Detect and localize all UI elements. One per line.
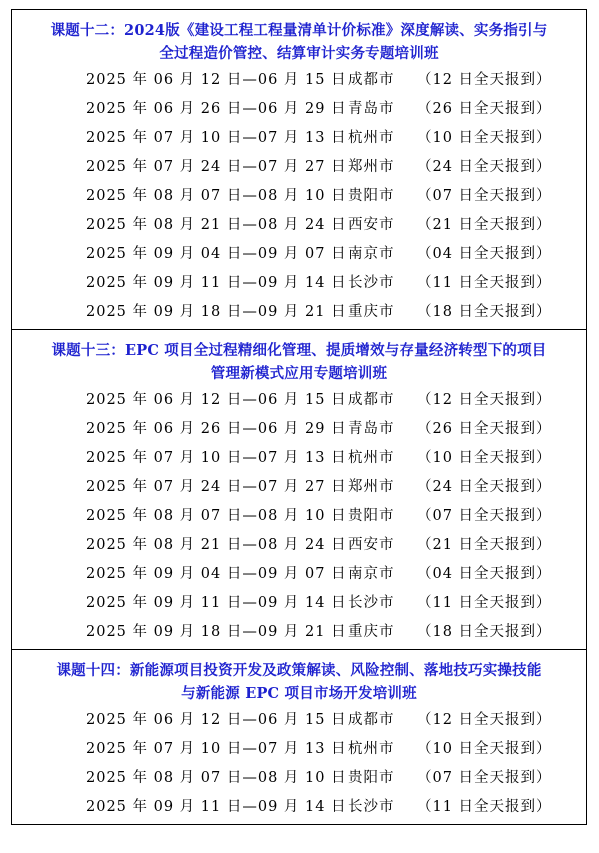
checkin-note: （04 日全天报到）: [417, 566, 552, 582]
schedule-row: [12, 735, 586, 764]
schedule-city: 成都市: [348, 712, 395, 728]
schedule-city: 成都市: [348, 72, 395, 88]
schedule-rows: [12, 386, 586, 649]
schedule-row: [12, 182, 586, 211]
checkin-note: （10 日全天报到）: [417, 450, 552, 466]
schedule-row: [12, 240, 586, 269]
course-section: [11, 649, 587, 825]
schedule-date: 2025 年 06 月 12 日—06 月 15 日: [86, 72, 347, 88]
schedule-city: 青岛市: [348, 421, 395, 437]
schedule-date: 2025 年 07 月 10 日—07 月 13 日: [86, 741, 347, 757]
schedule-row: [12, 706, 586, 735]
schedule-date: 2025 年 08 月 21 日—08 月 24 日: [86, 217, 347, 233]
checkin-note: （10 日全天报到）: [417, 741, 552, 757]
checkin-note: （24 日全天报到）: [417, 159, 552, 175]
schedule-row: [12, 386, 586, 415]
schedule-rows: [12, 706, 586, 824]
checkin-note: （18 日全天报到）: [417, 304, 552, 320]
schedule-row: [12, 589, 586, 618]
course-title-line: 课题十三：EPC 项目全过程精细化管理、提质增效与存量经济转型下的项目: [51, 342, 547, 359]
schedule-date: 2025 年 09 月 11 日—09 月 14 日: [86, 595, 347, 611]
checkin-note: （07 日全天报到）: [417, 188, 552, 204]
schedule-row: [12, 415, 586, 444]
schedule-city: 杭州市: [348, 130, 395, 146]
schedule-city: 重庆市: [348, 304, 395, 320]
checkin-note: （11 日全天报到）: [417, 275, 552, 291]
schedule-city: 长沙市: [348, 275, 395, 291]
schedule-row: [12, 124, 586, 153]
schedule-date: 2025 年 09 月 04 日—09 月 07 日: [86, 566, 347, 582]
schedule-date: 2025 年 07 月 24 日—07 月 27 日: [86, 479, 347, 495]
course-title-line: 课题十四：新能源项目投资开发及政策解读、风险控制、落地技巧实操技能: [56, 662, 542, 679]
checkin-note: （07 日全天报到）: [417, 770, 552, 786]
schedule-date: 2025 年 09 月 18 日—09 月 21 日: [86, 304, 347, 320]
schedule-date: 2025 年 09 月 11 日—09 月 14 日: [86, 275, 347, 291]
schedule-row: [12, 618, 586, 647]
schedule-date: 2025 年 06 月 26 日—06 月 29 日: [86, 101, 347, 117]
schedule-row: [12, 211, 586, 240]
schedule-city: 杭州市: [348, 741, 395, 757]
schedule-row: [12, 560, 586, 589]
course-section: [11, 329, 587, 650]
schedule-row: [12, 66, 586, 95]
schedule-row: [12, 269, 586, 298]
schedule-city: 成都市: [348, 392, 395, 408]
schedule-row: [12, 153, 586, 182]
schedule-row: [12, 298, 586, 327]
schedule-date: 2025 年 07 月 10 日—07 月 13 日: [86, 450, 347, 466]
schedule-city: 重庆市: [348, 624, 395, 640]
checkin-note: （12 日全天报到）: [417, 392, 552, 408]
schedule-city: 郑州市: [348, 159, 395, 175]
checkin-note: （12 日全天报到）: [417, 72, 552, 88]
schedule-row: [12, 502, 586, 531]
course-title-line: 全过程造价管控、结算审计实务专题培训班: [159, 45, 439, 62]
schedule-rows: [12, 66, 586, 329]
schedule-date: 2025 年 09 月 11 日—09 月 14 日: [86, 799, 347, 815]
schedule-city: 南京市: [348, 566, 395, 582]
schedule-date: 2025 年 07 月 24 日—07 月 27 日: [86, 159, 347, 175]
checkin-note: （21 日全天报到）: [417, 217, 552, 233]
course-schedule-table: [11, 9, 587, 825]
checkin-note: （21 日全天报到）: [417, 537, 552, 553]
schedule-city: 贵阳市: [348, 770, 395, 786]
schedule-date: 2025 年 08 月 07 日—08 月 10 日: [86, 770, 347, 786]
course-section: [11, 9, 587, 330]
schedule-date: 2025 年 06 月 12 日—06 月 15 日: [86, 712, 347, 728]
schedule-date: 2025 年 08 月 21 日—08 月 24 日: [86, 537, 347, 553]
schedule-row: [12, 764, 586, 793]
schedule-city: 西安市: [348, 537, 395, 553]
checkin-note: （24 日全天报到）: [417, 479, 552, 495]
schedule-date: 2025 年 06 月 26 日—06 月 29 日: [86, 421, 347, 437]
checkin-note: （04 日全天报到）: [417, 246, 552, 262]
schedule-row: [12, 95, 586, 124]
schedule-city: 贵阳市: [348, 188, 395, 204]
schedule-city: 南京市: [348, 246, 395, 262]
schedule-date: 2025 年 09 月 18 日—09 月 21 日: [86, 624, 347, 640]
schedule-date: 2025 年 08 月 07 日—08 月 10 日: [86, 508, 347, 524]
course-title-line: 课题十二：2024版《建设工程工程量清单计价标准》深度解读、实务指引与: [50, 22, 548, 39]
course-title: [12, 650, 586, 706]
schedule-city: 郑州市: [348, 479, 395, 495]
checkin-note: （11 日全天报到）: [417, 595, 552, 611]
checkin-note: （26 日全天报到）: [417, 101, 552, 117]
course-title-line: 与新能源 EPC 项目市场开发培训班: [181, 685, 417, 702]
checkin-note: （26 日全天报到）: [417, 421, 552, 437]
checkin-note: （07 日全天报到）: [417, 508, 552, 524]
checkin-note: （12 日全天报到）: [417, 712, 552, 728]
schedule-city: 贵阳市: [348, 508, 395, 524]
schedule-date: 2025 年 07 月 10 日—07 月 13 日: [86, 130, 347, 146]
schedule-row: [12, 444, 586, 473]
schedule-row: [12, 531, 586, 560]
course-title-line: 管理新模式应用专题培训班: [210, 365, 388, 382]
course-title: [12, 10, 586, 66]
checkin-note: （11 日全天报到）: [417, 799, 552, 815]
schedule-city: 西安市: [348, 217, 395, 233]
checkin-note: （10 日全天报到）: [417, 130, 552, 146]
schedule-city: 青岛市: [348, 101, 395, 117]
schedule-row: [12, 473, 586, 502]
schedule-date: 2025 年 06 月 12 日—06 月 15 日: [86, 392, 347, 408]
checkin-note: （18 日全天报到）: [417, 624, 552, 640]
schedule-city: 长沙市: [348, 799, 395, 815]
schedule-date: 2025 年 09 月 04 日—09 月 07 日: [86, 246, 347, 262]
schedule-date: 2025 年 08 月 07 日—08 月 10 日: [86, 188, 347, 204]
schedule-city: 长沙市: [348, 595, 395, 611]
schedule-row: [12, 793, 586, 822]
course-title: [12, 330, 586, 386]
schedule-city: 杭州市: [348, 450, 395, 466]
